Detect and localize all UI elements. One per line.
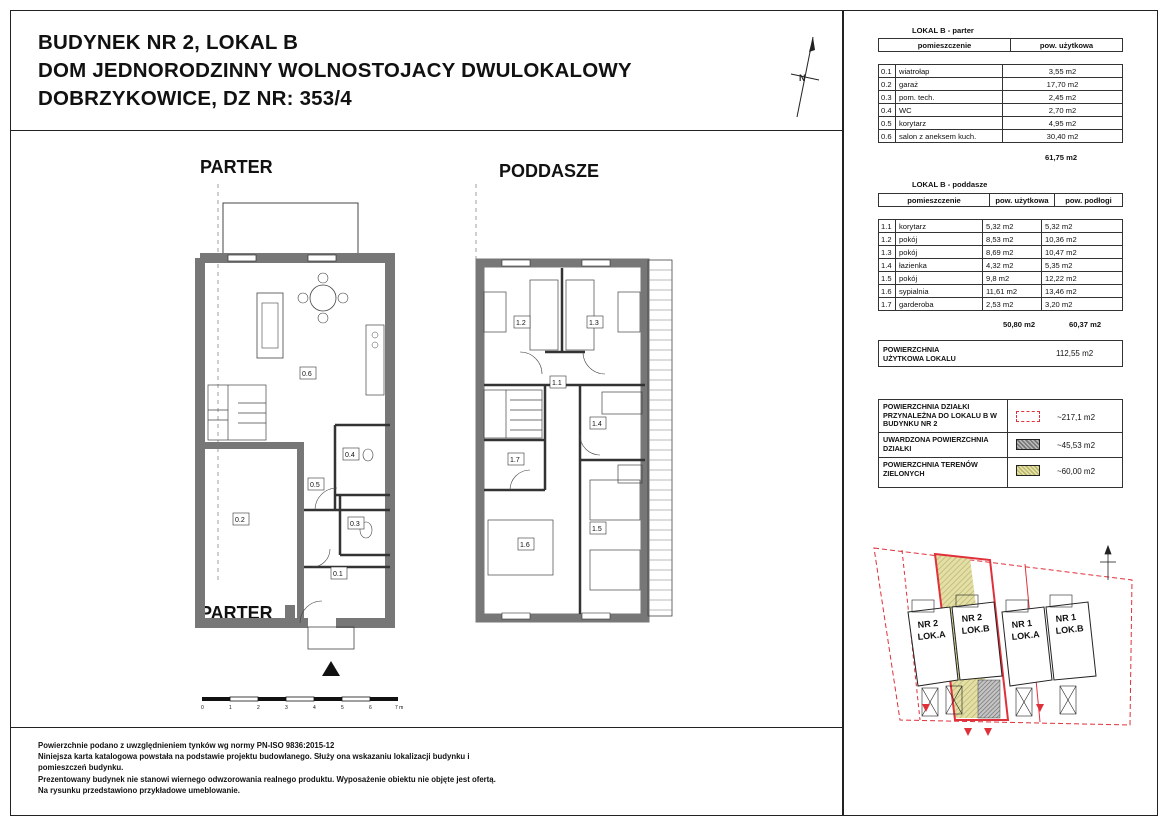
ground-floor-plan	[190, 195, 400, 685]
garage-wall	[204, 442, 304, 449]
legend-value-plot: ~217,1 m2	[1057, 413, 1096, 422]
scale-tick-6: 6	[369, 705, 372, 711]
scale-tick-7: 7 m	[395, 705, 404, 711]
note-line: Prezentowany budynek nie stanowi wiernego odwzorowania realnego produktu. Wyposażenie obiektu nie objęte jest ofertą.	[38, 774, 496, 784]
room-0.3: 0.3	[350, 521, 360, 528]
note-line: Powierzchnie podano z uwzględnieniem tynków wg normy PN-ISO 9836:2015-12	[38, 741, 335, 750]
attic-col-usable: pow. użytkowa	[990, 194, 1055, 207]
table-row	[879, 65, 1123, 78]
legend-swatch-hardened	[1016, 439, 1040, 450]
row-name: łazienka	[896, 259, 983, 272]
site-north-icon	[1100, 546, 1116, 580]
room-0.5: 0.5	[310, 482, 320, 489]
room-0.4: 0.4	[345, 452, 355, 459]
row-usable: 8,69 m2	[983, 246, 1042, 259]
row-floor: 13,46 m2	[1042, 285, 1123, 298]
site-label-nr2a: NR 2	[917, 617, 939, 630]
site-label-nr1b: NR 1	[1055, 611, 1077, 624]
row-floor: 3,20 m2	[1042, 298, 1123, 311]
row-floor: 10,47 m2	[1042, 246, 1123, 259]
room-1.4: 1.4	[592, 421, 602, 428]
row-area: 17,70 m2	[1003, 78, 1123, 91]
row-floor: 5,32 m2	[1042, 220, 1123, 233]
row-usable: 4,32 m2	[983, 259, 1042, 272]
ground-stairs	[208, 385, 266, 440]
north-label: N	[799, 73, 806, 83]
row-area: 3,55 m2	[1003, 65, 1123, 78]
room-1.3: 1.3	[589, 320, 599, 327]
site-label-lokb-2: LOK.B	[961, 623, 991, 636]
scale-tick-3: 3	[285, 705, 288, 711]
room-0.2: 0.2	[235, 517, 245, 524]
row-no: 0.3	[879, 91, 896, 104]
table-row	[879, 259, 1123, 272]
row-floor: 10,36 m2	[1042, 233, 1123, 246]
site-plan	[860, 540, 1155, 745]
scale-tick-4: 4	[313, 705, 316, 711]
room-1.1: 1.1	[552, 380, 562, 387]
attic-stairs	[484, 390, 542, 438]
row-name: pokój	[896, 272, 983, 285]
scale-bar	[196, 694, 426, 714]
legend-label-green: POWIERZCHNIA TERENÓW ZIELONYCH	[883, 460, 978, 478]
site-label-loka-2: LOK.A	[917, 629, 947, 642]
attic-col-room: pomieszczenie	[879, 194, 990, 207]
row-area: 2,45 m2	[1003, 91, 1123, 104]
total-area-value: 112,55 m2	[1056, 349, 1094, 358]
row-no: 0.4	[879, 104, 896, 117]
room-0.1: 0.1	[333, 571, 343, 578]
row-name: pokój	[896, 233, 983, 246]
total-area-label-1: POWIERZCHNIA	[883, 345, 940, 354]
table-row	[879, 104, 1123, 117]
row-no: 1.3	[879, 246, 896, 259]
table-row	[879, 246, 1123, 259]
table-row	[879, 272, 1123, 285]
row-name: salon z aneksem kuch.	[896, 130, 1003, 143]
parter-title: PARTER	[200, 157, 273, 177]
row-no: 1.5	[879, 272, 896, 285]
scale-tick-5: 5	[341, 705, 344, 711]
table-row	[879, 117, 1123, 130]
note-line: Niniejsza karta katalogowa powstała na podstawie projektu budowlanego. Służy ona wskazaniu lokalizacji budynku i	[38, 752, 470, 762]
row-area: 30,40 m2	[1003, 130, 1123, 143]
ground-col-area: pow. użytkowa	[1011, 39, 1123, 52]
row-no: 0.1	[879, 65, 896, 78]
scale-tick-2: 2	[257, 705, 260, 711]
notes-divider	[10, 727, 843, 728]
row-name: pokój	[896, 246, 983, 259]
row-floor: 12,22 m2	[1042, 272, 1123, 285]
table-row	[879, 220, 1123, 233]
room-1.7: 1.7	[510, 457, 520, 464]
note-line: Na rysunku przedstawiono przykładowe umeblowanie.	[38, 785, 240, 795]
attic-total-floor: 60,37 m2	[1069, 320, 1102, 329]
dining-table	[310, 285, 336, 311]
attic-total-usable: 50,80 m2	[1003, 320, 1036, 329]
legend-label-plot: POWIERZCHNIA DZIAŁKI PRZYNALEŻNA DO LOKALU B W BUDYNKU NR 2	[883, 402, 997, 428]
terrace	[223, 203, 358, 261]
row-usable: 8,53 m2	[983, 233, 1042, 246]
attic-table-header	[878, 193, 1123, 207]
room-1.6: 1.6	[520, 542, 530, 549]
row-floor: 5,35 m2	[1042, 259, 1123, 272]
ground-table	[878, 64, 1123, 143]
row-area: 2,70 m2	[1003, 104, 1123, 117]
row-no: 1.6	[879, 285, 896, 298]
ground-table-header	[878, 38, 1123, 52]
row-usable: 9,8 m2	[983, 272, 1042, 285]
room-0.6: 0.6	[302, 371, 312, 378]
entrance-arrow-icon	[322, 661, 340, 676]
scale-tick-1: 1	[229, 705, 232, 711]
roof-strip	[648, 260, 672, 616]
row-no: 1.4	[879, 259, 896, 272]
header-line-3: DOBRZYKOWICE, DZ NR: 353/4	[38, 87, 352, 110]
legend-value-hardened: ~45,53 m2	[1057, 441, 1096, 450]
row-name: wiatrołap	[896, 65, 1003, 78]
row-name: korytarz	[896, 117, 1003, 130]
site-label-nr1a: NR 1	[1011, 617, 1033, 630]
attic-table-caption: LOKAL B - poddasze	[912, 180, 988, 189]
room-1.5: 1.5	[592, 526, 602, 533]
site-hardened-area	[978, 680, 1000, 718]
ground-table-caption: LOKAL B - parter	[912, 26, 974, 35]
row-no: 1.7	[879, 298, 896, 311]
row-no: 0.2	[879, 78, 896, 91]
table-row	[879, 285, 1123, 298]
table-row	[879, 91, 1123, 104]
table-row	[879, 130, 1123, 143]
header-line-1: BUDYNEK NR 2, LOKAL B	[38, 31, 299, 54]
row-name: sypialnia	[896, 285, 983, 298]
row-name: korytarz	[896, 220, 983, 233]
kitchen-counter	[366, 325, 384, 395]
row-name: pom. tech.	[896, 91, 1003, 104]
row-usable: 5,32 m2	[983, 220, 1042, 233]
attic-table	[878, 219, 1123, 311]
table-row	[879, 298, 1123, 311]
room-1.2: 1.2	[516, 320, 526, 327]
parter-title-lower: PARTER	[200, 603, 273, 623]
row-usable: 11,61 m2	[983, 285, 1042, 298]
poddasze-title: PODDASZE	[499, 161, 600, 181]
attic-col-floor: pow. podłogi	[1055, 194, 1123, 207]
row-no: 1.2	[879, 233, 896, 246]
site-label-nr2b: NR 2	[961, 611, 983, 624]
legend-swatch-plot	[1016, 411, 1040, 422]
legend-label-hardened: UWARDZONA POWIERZCHNIA DZIAŁKI	[883, 435, 989, 453]
row-no: 0.5	[879, 117, 896, 130]
table-row	[879, 233, 1123, 246]
site-label-lokb-1: LOK.B	[1055, 623, 1085, 636]
attic-plan	[470, 250, 680, 630]
row-area: 4,95 m2	[1003, 117, 1123, 130]
total-area-label-2: UŻYTKOWA LOKALU	[883, 354, 956, 363]
site-label-loka-1: LOK.A	[1011, 629, 1041, 642]
legend-swatch-green	[1016, 465, 1040, 476]
ground-total: 61,75 m2	[1045, 153, 1078, 162]
note-line: pomieszczeń budynku.	[38, 763, 124, 773]
notes	[38, 740, 496, 796]
table-row	[879, 78, 1123, 91]
legend-value-green: ~60,00 m2	[1057, 467, 1096, 476]
header-line-2: DOM JEDNORODZINNY WOLNOSTOJACY DWULOKALOWY	[38, 59, 632, 82]
row-no: 1.1	[879, 220, 896, 233]
legend	[878, 399, 1123, 488]
row-name: garaż	[896, 78, 1003, 91]
scale-tick-0: 0	[201, 705, 204, 711]
porch	[308, 627, 354, 649]
row-name: garderoba	[896, 298, 983, 311]
total-area-box	[878, 340, 1123, 367]
ground-col-room: pomieszczenie	[879, 39, 1011, 52]
row-no: 0.6	[879, 130, 896, 143]
row-name: WC	[896, 104, 1003, 117]
row-usable: 2,53 m2	[983, 298, 1042, 311]
